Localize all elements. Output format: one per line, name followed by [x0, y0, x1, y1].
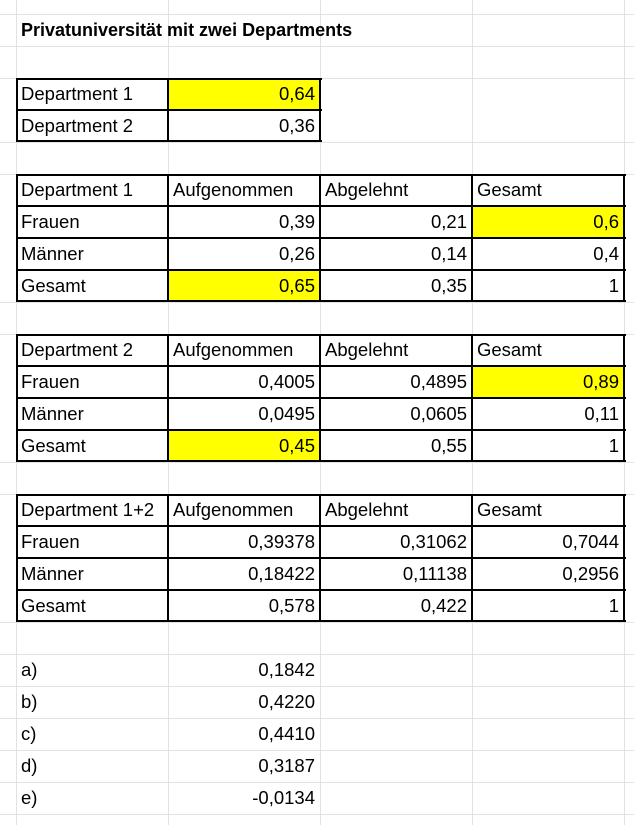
table-cell[interactable]: 0,0605	[410, 403, 467, 424]
gridline	[0, 46, 634, 47]
table-header-cell[interactable]: Department 1	[21, 179, 134, 200]
answer-label[interactable]: d)	[21, 755, 38, 776]
row-label[interactable]: Gesamt	[21, 275, 86, 296]
table-border	[16, 174, 18, 302]
table-cell[interactable]: 1	[608, 275, 619, 296]
table-cell[interactable]: 0,55	[430, 435, 467, 456]
table-header-cell[interactable]: Abgelehnt	[325, 339, 409, 360]
table-cell[interactable]: 0,65	[278, 275, 315, 296]
row-label[interactable]: Männer	[21, 563, 84, 584]
table-border	[623, 494, 625, 622]
table-border	[167, 494, 169, 622]
table-cell[interactable]: 0,4005	[258, 371, 315, 392]
table-cell[interactable]: 0,45	[278, 435, 315, 456]
table-border	[319, 174, 321, 302]
row-label[interactable]: Frauen	[21, 371, 80, 392]
table-cell[interactable]: 0,26	[278, 243, 315, 264]
table-cell[interactable]: 0,89	[582, 371, 619, 392]
row-label[interactable]: Frauen	[21, 211, 80, 232]
table-header-cell[interactable]: Department 1+2	[21, 499, 155, 520]
table-border	[16, 300, 626, 302]
table-cell[interactable]: 0,422	[420, 595, 467, 616]
answer-label[interactable]: a)	[21, 659, 38, 680]
table-border	[16, 365, 626, 367]
table-cell[interactable]: 0,35	[430, 275, 467, 296]
table-cell[interactable]: 0,14	[430, 243, 467, 264]
table-border	[471, 174, 473, 302]
table-border	[16, 494, 18, 622]
row-label[interactable]: Männer	[21, 403, 84, 424]
table-border	[16, 525, 626, 527]
table-cell[interactable]: 0,11	[584, 403, 619, 424]
row-label[interactable]: Gesamt	[21, 595, 86, 616]
table-header-cell[interactable]: Aufgenommen	[173, 179, 294, 200]
row-label[interactable]: Männer	[21, 243, 84, 264]
table-header-cell[interactable]: Abgelehnt	[325, 179, 409, 200]
table-border	[16, 557, 626, 559]
table-border	[471, 494, 473, 622]
table-border	[16, 620, 626, 622]
table-border	[16, 397, 626, 399]
table-cell[interactable]: 0,2956	[562, 563, 619, 584]
answer-label[interactable]: c)	[21, 723, 37, 744]
gridline	[0, 462, 634, 463]
table-border	[16, 78, 18, 142]
table-cell[interactable]: 1	[608, 595, 619, 616]
table-header-cell[interactable]: Gesamt	[477, 499, 542, 520]
table-cell[interactable]: 0,578	[268, 595, 315, 616]
table-cell[interactable]: 0,18422	[248, 563, 315, 584]
table-border	[16, 334, 626, 336]
row-label[interactable]: Frauen	[21, 531, 80, 552]
table-border	[319, 494, 321, 622]
share-label[interactable]: Department 2	[21, 115, 134, 136]
gridline	[0, 814, 634, 815]
table-border	[16, 78, 322, 80]
table-cell[interactable]: 0,6	[593, 211, 619, 232]
table-cell[interactable]: 0,0495	[258, 403, 315, 424]
table-cell[interactable]: 0,39378	[248, 531, 315, 552]
gridline	[0, 302, 634, 303]
table-border	[623, 174, 625, 302]
answer-value[interactable]: -0,0134	[252, 787, 315, 808]
table-header-cell[interactable]: Abgelehnt	[325, 499, 409, 520]
share-label[interactable]: Department 1	[21, 83, 134, 104]
table-border	[167, 334, 169, 462]
table-header-cell[interactable]: Aufgenommen	[173, 499, 294, 520]
table-cell[interactable]: 0,7044	[562, 531, 619, 552]
table-border	[319, 78, 321, 142]
gridline	[0, 622, 634, 623]
table-header-cell[interactable]: Department 2	[21, 339, 134, 360]
table-cell[interactable]: 0,11138	[402, 563, 467, 584]
share-value[interactable]: 0,36	[278, 115, 315, 136]
table-border	[623, 334, 625, 462]
answer-value[interactable]: 0,3187	[258, 755, 315, 776]
table-border	[319, 334, 321, 462]
table-cell[interactable]: 0,4	[593, 243, 619, 264]
table-cell[interactable]: 0,4895	[410, 371, 467, 392]
table-border	[16, 109, 322, 111]
table-border	[16, 494, 626, 496]
table-border	[167, 78, 169, 142]
answer-label[interactable]: e)	[21, 787, 38, 808]
table-cell[interactable]: 0,39	[278, 211, 315, 232]
answer-label[interactable]: b)	[21, 691, 38, 712]
table-cell[interactable]: 0,31062	[400, 531, 467, 552]
sheet-title[interactable]: Privatuniversität mit zwei Departments	[21, 20, 353, 40]
table-border	[16, 237, 626, 239]
table-cell[interactable]: 0,21	[430, 211, 467, 232]
gridline	[0, 142, 634, 143]
table-header-cell[interactable]: Gesamt	[477, 179, 542, 200]
table-border	[16, 589, 626, 591]
table-border	[16, 429, 626, 431]
table-header-cell[interactable]: Gesamt	[477, 339, 542, 360]
table-border	[16, 205, 626, 207]
answer-value[interactable]: 0,4220	[258, 691, 315, 712]
share-value[interactable]: 0,64	[278, 83, 315, 104]
answer-value[interactable]: 0,1842	[258, 659, 315, 680]
table-border	[167, 174, 169, 302]
table-border	[16, 174, 626, 176]
table-header-cell[interactable]: Aufgenommen	[173, 339, 294, 360]
answer-value[interactable]: 0,4410	[258, 723, 315, 744]
table-border	[471, 334, 473, 462]
table-border	[16, 334, 18, 462]
table-border	[16, 460, 626, 462]
table-border	[16, 269, 626, 271]
row-label[interactable]: Gesamt	[21, 435, 86, 456]
table-cell[interactable]: 1	[608, 435, 619, 456]
table-border	[16, 140, 322, 142]
